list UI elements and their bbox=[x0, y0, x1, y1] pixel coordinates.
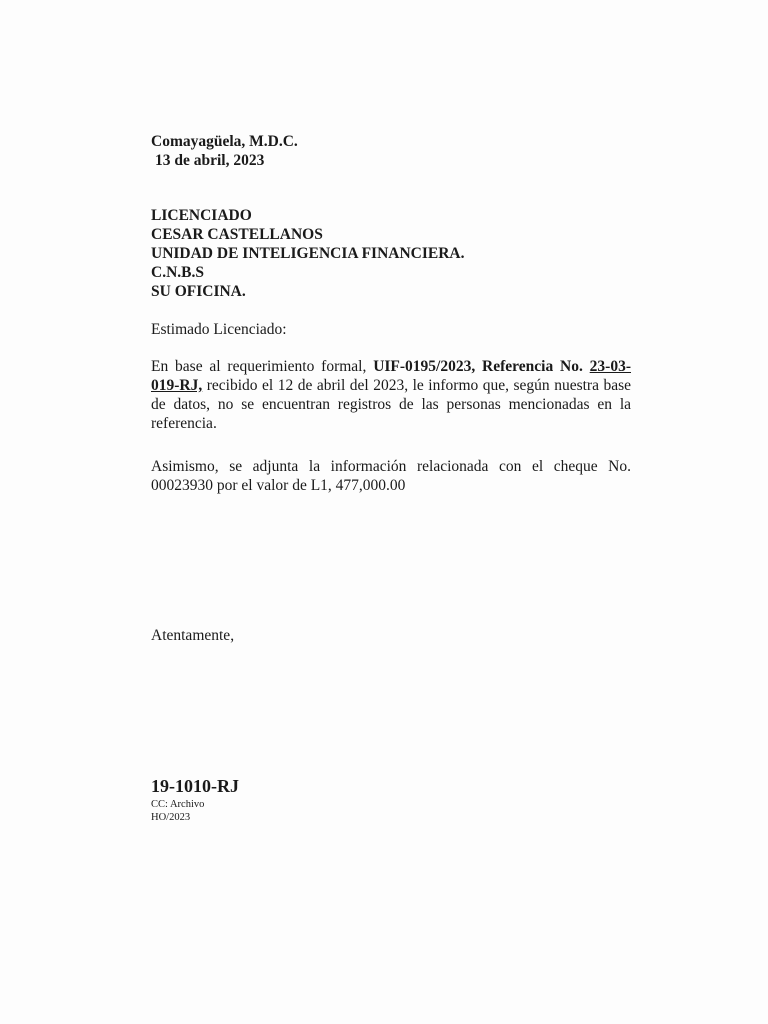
recipient-block bbox=[151, 206, 631, 301]
closing: Atentamente, bbox=[151, 627, 235, 644]
place-date-block bbox=[151, 132, 631, 170]
reference-code: 19-1010-RJ bbox=[151, 776, 239, 796]
place-line: Comayagüela, M.D.C. bbox=[151, 133, 298, 150]
recipient-title: LICENCIADO bbox=[151, 207, 252, 224]
para1-bold-ref: UIF-0195/2023, Referencia No. bbox=[373, 358, 590, 375]
date-line: 13 de abril, 2023 bbox=[155, 152, 265, 169]
initials-line: HO/2023 bbox=[151, 812, 191, 823]
footnote-block bbox=[151, 798, 204, 824]
para1-text-b: recibido el 12 de abril del 2023, le informo que, según nuestra base de datos, no se encuentran registros de las personas mencionadas en la referencia. bbox=[151, 377, 631, 432]
para1-reference-number: 23-03-019-RJ, bbox=[151, 358, 631, 394]
recipient-office: SU OFICINA. bbox=[151, 283, 246, 300]
recipient-name: CESAR CASTELLANOS bbox=[151, 226, 323, 243]
body-paragraph-2: Asimismo, se adjunta la información relacionada con el cheque No. 00023930 por el valor de L1, 477,000.00 bbox=[151, 458, 631, 494]
body-paragraph-1 bbox=[151, 357, 631, 433]
salutation: Estimado Licenciado: bbox=[151, 321, 287, 338]
para1-text-a: En base al requerimiento formal, bbox=[151, 358, 374, 375]
recipient-unit: UNIDAD DE INTELIGENCIA FINANCIERA. bbox=[151, 245, 465, 262]
cc-line: CC: Archivo bbox=[151, 799, 205, 810]
recipient-org: C.N.B.S bbox=[151, 264, 204, 281]
